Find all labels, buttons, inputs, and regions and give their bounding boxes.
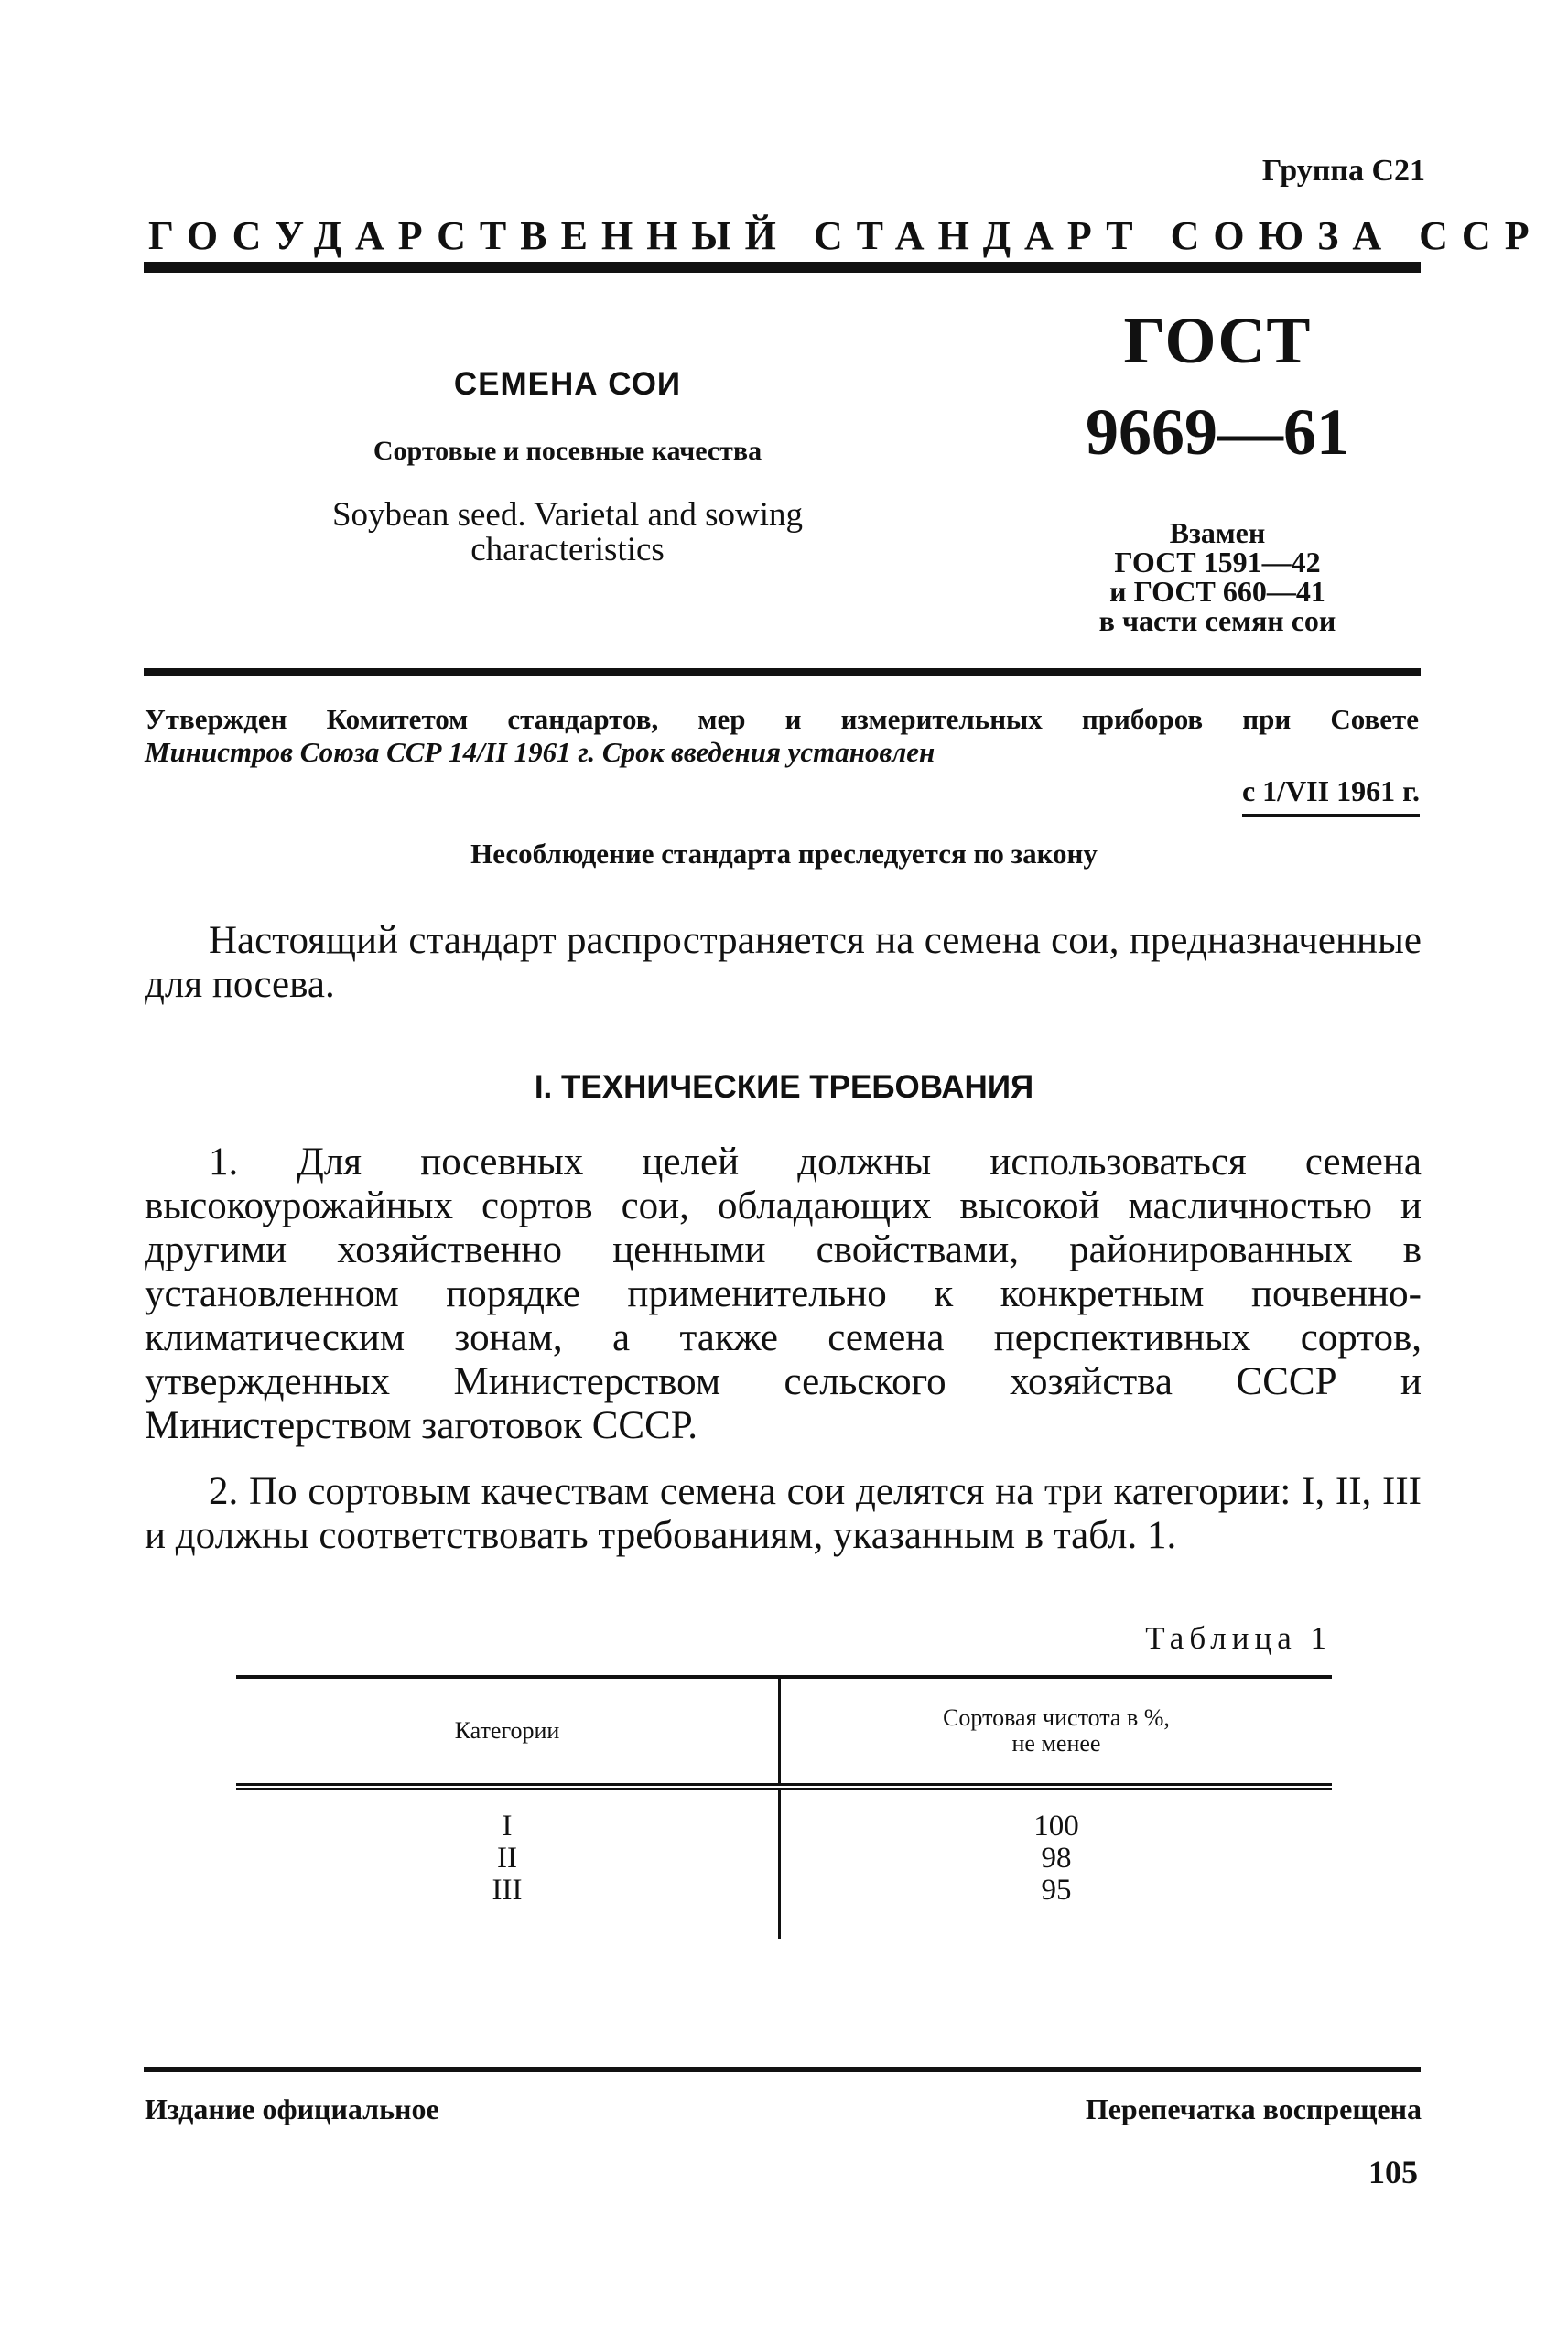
purity-table [236,1675,1332,1939]
table-cell: 95 [1041,1874,1072,1907]
section-title: I. ТЕХНИЧЕСКИЕ ТРЕБОВАНИЯ [534,1069,1034,1105]
paragraph-item-2: 2. По сортовым качествам семена сои делятся на три категории: I, II, III и должны соответствовать требованиям, указанным в табл. 1. [145,1470,1422,1557]
table-cell: III [492,1874,523,1907]
english-title: Soybean seed. Varietal and sowing characteristics [331,496,804,568]
purity-column [778,1790,1332,1939]
category-column [236,1790,778,1939]
bottom-rule [144,2067,1421,2072]
group-code: Группа С21 [1261,154,1425,188]
column-header-line: Сортовая чистота в %, [943,1704,1170,1731]
table-cell: II [497,1842,517,1875]
table-cell: 98 [1041,1842,1072,1875]
replace-line: ГОСТ 1591—42 [1114,546,1321,579]
replace-line: Взамен [1169,516,1266,549]
table-caption: Таблица 1 [1145,1620,1332,1656]
top-rule [144,262,1421,273]
intro-paragraph: Настоящий стандарт распространяется на семена сои, предназначенные для посева. [145,919,1422,1006]
table-body [236,1790,1332,1939]
column-header-purity [778,1679,1332,1783]
state-standard-heading: ГОСУДАРСТВЕННЫЙ СТАНДАРТ СОЮЗА ССР [148,213,1543,258]
table-header [236,1679,1332,1783]
gost-number: 9669—61 [1086,395,1349,469]
table-cell: 100 [1033,1810,1079,1843]
table-cell: I [502,1810,513,1843]
middle-rule [144,668,1421,676]
effective-date: с 1/VII 1961 г. [1242,774,1420,817]
approval-note [145,703,1419,769]
replace-line: в части семян сои [1098,604,1336,637]
title-block [275,366,860,568]
approval-line: Министров Союза ССР 14/II 1961 г. Срок введения установлен [145,736,935,768]
replace-note [1044,518,1391,635]
gost-block [1044,304,1391,635]
table-header-rule [236,1783,1332,1790]
column-header-line: не менее [1011,1730,1101,1757]
replace-line: и ГОСТ 660—41 [1109,575,1325,608]
page-number: 105 [1368,2154,1418,2190]
official-edition: Издание официальное [145,2092,439,2125]
document-subtitle: Сортовые и посевные качества [373,436,762,466]
column-header-category: Категории [454,1717,560,1744]
gost-label: ГОСТ [1123,304,1312,377]
document-title: СЕМЕНА СОИ [453,366,682,402]
paragraph-item-1: 1. Для посевных целей должны использоваться семена высокоурожайных сортов сои, обладающих высокой масличностью и другими хозяйственно ценными свойствами, районированных в установленном порядке применительно к конкретным почвенно-климатическим зонам, а также семена перспективных сортов, утвержденных Министерством сельского хозяйства СССР и Министерством заготовок СССР. [145,1141,1422,1447]
law-notice: Несоблюдение стандарта преследуется по закону [470,838,1098,870]
reprint-prohibited: Перепечатка воспрещена [1085,2092,1422,2125]
approval-line: Утвержден Комитетом стандартов, мер и измерительных приборов при Совете [145,703,1419,735]
